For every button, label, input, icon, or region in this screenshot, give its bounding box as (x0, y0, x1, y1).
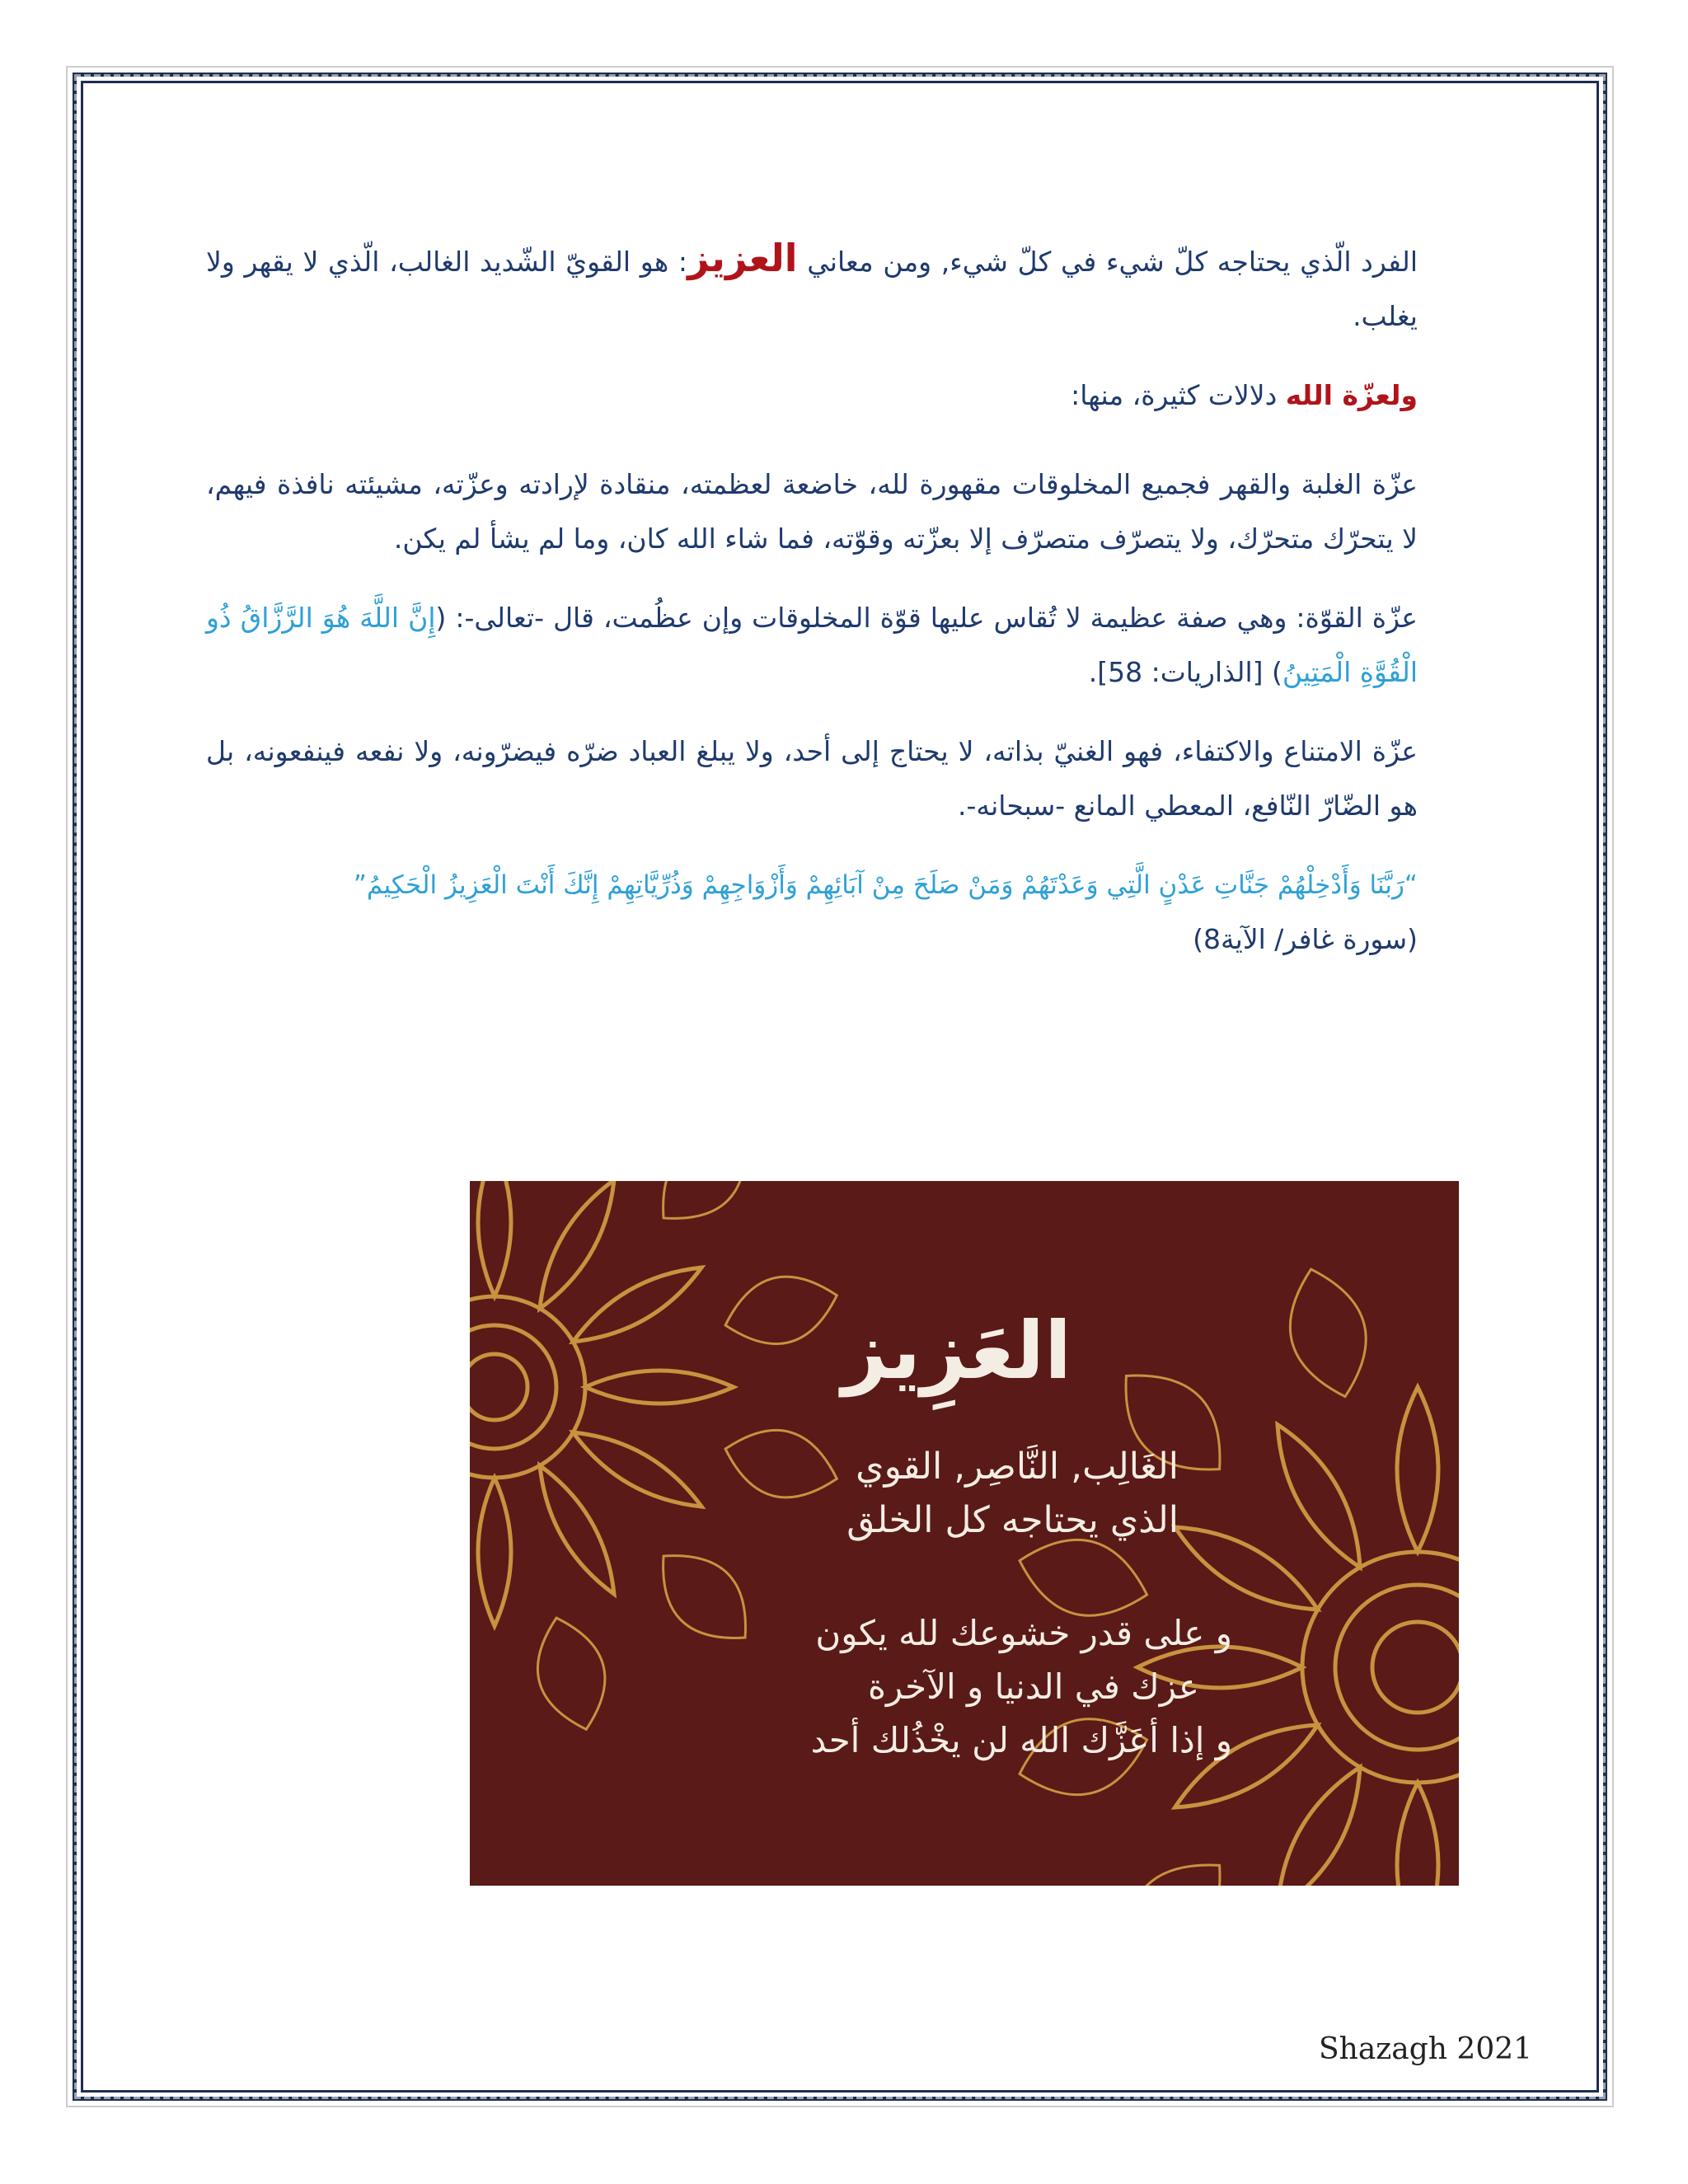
paragraph-indications-text: دلالات كثيرة، منها: (1071, 379, 1286, 411)
article-body (206, 231, 1418, 967)
paragraph-definition-intro: الفرد الّذي يحتاجه كلّ شيء في كلّ شيء, ومن معاني (797, 246, 1418, 278)
paragraph-strength (206, 591, 1418, 700)
glory-of-allah-highlight: ولعزّة الله (1285, 379, 1418, 411)
paragraph-strength-text: عزّة القوّة: وهي صفة عظيمة لا تُقاس عليها قوّة المخلوقات وإن عظُمت، قال -تعالى-: ( (435, 602, 1418, 634)
paragraph-indications (206, 368, 1418, 423)
quran-verse-ghafir: “رَبَّنَا وَأَدْخِلْهُمْ جَنَّاتِ عَدْنٍ الَّتِي وَعَدْتَهُمْ وَمَنْ صَلَحَ مِنْ آبَائِهِمْ وَأَزْوَاجِهِمْ وَذُرِّيَّاتِهِمْ إِنَّكَ أَنْتَ الْعَزِيزُ الْحَكِيمُ” (353, 870, 1418, 900)
paragraph-definition (206, 231, 1418, 344)
name-al-aziz-highlight: العزيز (687, 236, 798, 280)
paragraph-dominance: عزّة الغلبة والقهر فجميع المخلوقات مقهورة لله، خاضعة لعظمته، منقادة لإرادته وعزّته، مشيئته نافذة فيهم، لا يتحرّك متحرّك، ولا يتصرّف متصرّف إلا بعزّته وقوّته، فما شاء الله كان، وما لم يشأ لم يكن. (206, 468, 1418, 555)
image-body-line-2: عزك في الدنيا و الآخرة (867, 1666, 1199, 1707)
quran-verse-adh-dhariyat: إِنَّ اللَّهَ هُوَ الرَّزَّاقُ ذُو الْقُوَّةِ الْمَتِينُ (206, 602, 1418, 688)
image-body-line-1: و على قدر خشوعك لله يكون (815, 1613, 1232, 1653)
image-subtitle-line-1: الغَالِب, النَّاصِر, القوي (856, 1446, 1179, 1488)
left-flower-ornament (470, 1181, 846, 1738)
paragraph-definition-text: : هو القويّ الشّديد الغالب، الّذي لا يقهر ولا يغلب. (206, 246, 1418, 332)
paragraph-strength-reference: ) [الذاريات: 58]. (1088, 656, 1282, 688)
image-body-line-3: و إذا أعَزَّك الله لن يخْذُلك أحد (810, 1720, 1232, 1760)
right-flower-ornament (1010, 1259, 1459, 1886)
image-title: العَزِيز (842, 1305, 1071, 1397)
quran-verse-reference: (سورة غافر/ الآية8) (1193, 923, 1418, 955)
footer-credit: Shazagh 2021 (1319, 2032, 1533, 2066)
paragraph-self-sufficiency: عزّة الامتناع والاكتفاء، فهو الغنيّ بذاته، لا يحتاج إلى أحد، ولا يبلغ العباد ضرّه فيضرّونه، ولا نفعه فينفعونه، بل هو الضّارّ النّافع، المعطي المانع -سبحانه-. (206, 735, 1418, 822)
image-subtitle-line-2: الذي يحتاجه كل الخلق (846, 1499, 1179, 1541)
al-aziz-image-card (470, 1181, 1459, 1886)
